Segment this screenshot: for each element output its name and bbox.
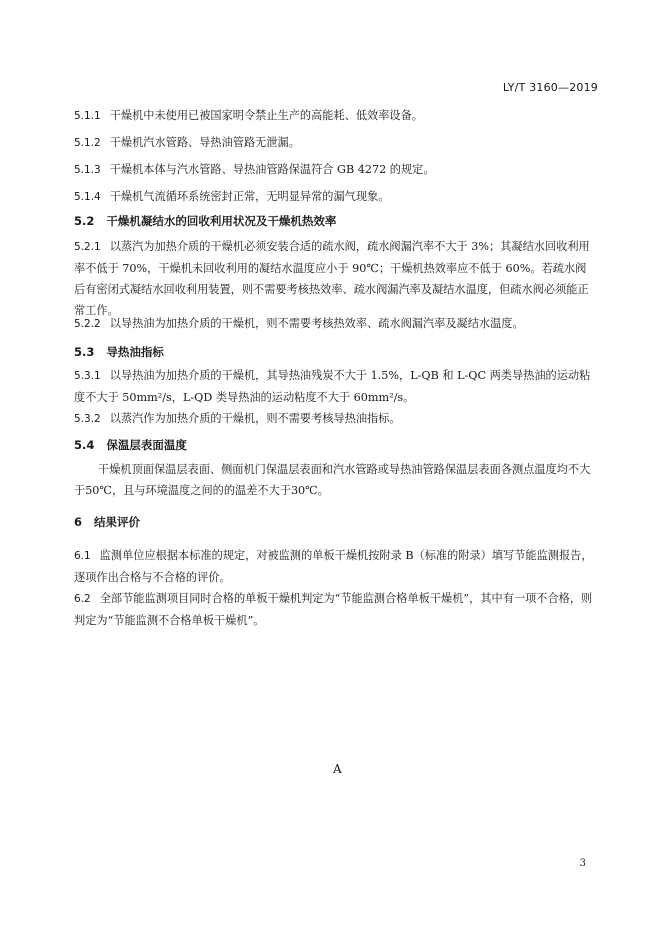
heading-title: 干燥机凝结水的回收利用状况及干燥机热效率 <box>106 214 337 228</box>
clause-number: 5.3.1 <box>74 370 101 382</box>
clause-6-1 <box>74 545 594 588</box>
heading-number: 6 <box>74 515 83 529</box>
clause-5-2-1 <box>74 236 594 321</box>
clause-6-2 <box>74 588 594 631</box>
heading-title: 结果评价 <box>94 515 141 529</box>
clause-5-3-2 <box>74 408 594 430</box>
clause-text: 干燥机汽水管路、导热油管路无泄漏。 <box>109 136 300 149</box>
clause-number: 6.1 <box>74 550 91 562</box>
clause-number: 5.1.1 <box>74 110 101 122</box>
clause-text: 监测单位应根据本标准的规定，对被监测的单板干燥机按附录 B（标准的附录）填写节能监测报告，逐项作出合格与不合格的评价。 <box>74 549 593 584</box>
heading-number: 5.2 <box>74 214 95 228</box>
heading-title: 导热油指标 <box>106 345 164 359</box>
clause-text: 以蒸汽作为加热介质的干燥机，则不需要考核导热油指标。 <box>109 412 401 425</box>
clause-number: 5.1.3 <box>74 164 101 176</box>
clause-5-1-4 <box>74 186 594 208</box>
clause-text: 干燥机气流循环系统密封正常，无明显异常的漏气现象。 <box>109 190 390 203</box>
heading-6 <box>74 514 140 530</box>
clause-text: 以导热油为加热介质的干燥机，其导热油残炭不大于 1.5%，L-QB 和 L-QC 两类导热油的运动粘度不大于 50mm²/s，L-QD 类导热油的运动粘度不大于 60mm²/s。 <box>74 369 591 404</box>
clause-text: 全部节能监测项目同时合格的单板干燥机判定为“节能监测合格单板干燥机”，其中有一项不合格，则判定为“节能监测不合格单板干燥机”。 <box>74 592 593 627</box>
clause-5-1-3 <box>74 159 594 181</box>
clause-5-2-2 <box>74 313 594 335</box>
heading-5-4 <box>74 437 187 453</box>
clause-text: 以导热油为加热介质的干燥机，则不需要考核热效率、疏水阀漏汽率及凝结水温度。 <box>109 317 524 330</box>
clause-5-1-2 <box>74 132 594 154</box>
clause-5-3-1 <box>74 365 594 408</box>
heading-5-3 <box>74 344 164 360</box>
heading-number: 5.3 <box>74 345 95 359</box>
heading-5-2 <box>74 213 336 229</box>
annex-mark: A <box>333 762 342 776</box>
clause-number: 6.2 <box>74 593 91 605</box>
heading-title: 保温层表面温度 <box>106 438 187 452</box>
paragraph-5-4: 干燥机顶面保温层表面、侧面机门保温层表面和汽水管路或导热油管路保温层表面各测点温度均不大于50℃，且与环境温度之间的的温差不大于30℃。 <box>74 463 591 497</box>
standard-code: LY/T 3160—2019 <box>502 81 598 94</box>
clause-number: 5.2.2 <box>74 318 101 330</box>
page-number: 3 <box>579 858 586 869</box>
clause-text: 干燥机中未使用已被国家明令禁止生产的高能耗、低效率设备。 <box>109 109 423 122</box>
clause-number: 5.3.2 <box>74 413 101 425</box>
clause-text: 以蒸汽为加热介质的干燥机必须安装合适的疏水阀，疏水阀漏汽率不大于 3%；其凝结水回收利用率不低于 70%，干燥机未回收利用的凝结水温度应小于 90℃；干燥机热效率应不低于 60%。若疏水阀后有密闭式凝结水回收利用装置，则不需要考核热效率、疏水阀漏汽率及凝结水温度，但疏水阀必须能正常工作。 <box>74 240 590 317</box>
clause-number: 5.1.2 <box>74 137 101 149</box>
clause-text: 干燥机本体与汽水管路、导热油管路保温符合 GB 4272 的规定。 <box>109 163 435 176</box>
clause-number: 5.2.1 <box>74 241 101 253</box>
clause-5-1-1 <box>74 105 594 127</box>
clause-number: 5.1.4 <box>74 191 101 203</box>
heading-number: 5.4 <box>74 438 95 452</box>
